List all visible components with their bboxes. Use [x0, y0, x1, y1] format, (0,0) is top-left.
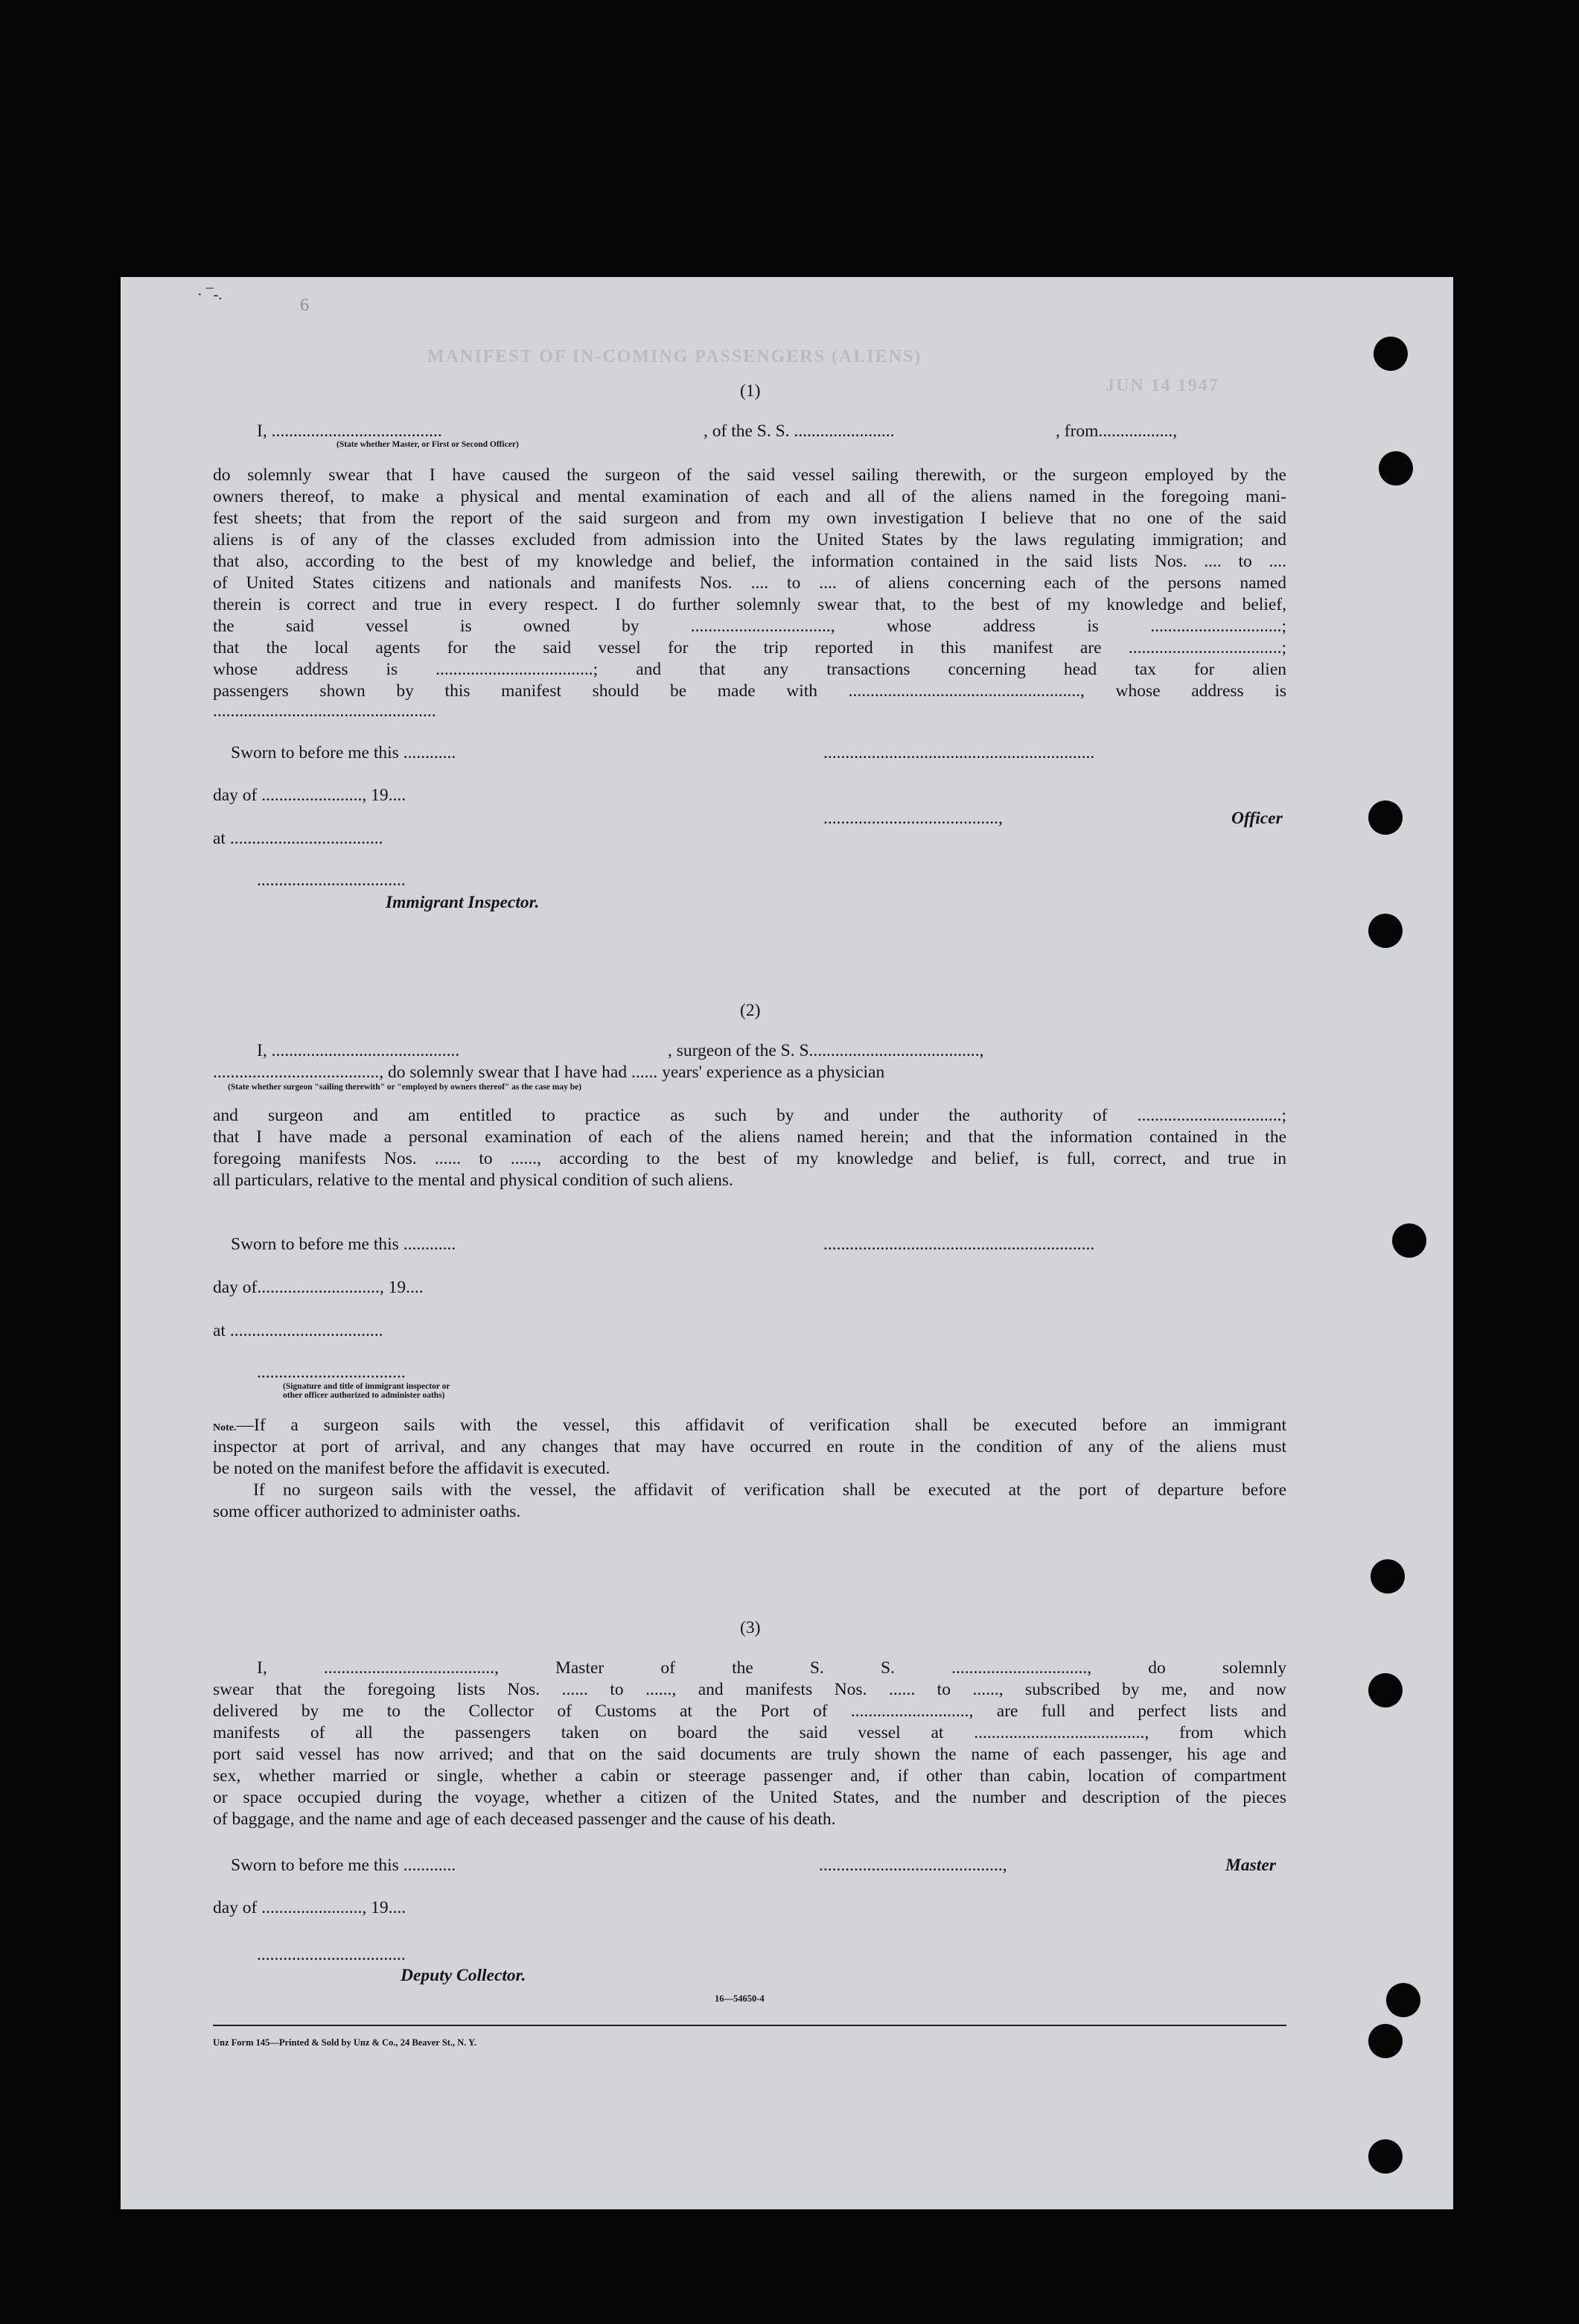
day-of-3: day of ......................., 19.... [213, 1898, 406, 1917]
signature-note-1: (Signature and title of immigrant inspector or [283, 1382, 450, 1391]
note-label: Note. [213, 1422, 237, 1433]
section-1-number: (1) [740, 381, 761, 401]
signature-note-2: other officer authorized to administer oaths) [283, 1391, 445, 1400]
binder-hole [1368, 1673, 1403, 1707]
binder-hole [1368, 2024, 1403, 2058]
faint-stamp: JUN 14 1947 [1106, 376, 1219, 395]
section-3-line: sex, whether married or single, whether a cabin or steerage passenger and, if other than cabin, location of compartment [213, 1766, 1286, 1786]
header-marks: · ¯-. [197, 287, 223, 303]
signature-line-1: .............................................................. [823, 743, 1095, 763]
section-2-vessel-blank: , surgeon of the S. S......................................., [668, 1041, 984, 1060]
collector-line: .................................. [257, 1945, 406, 1964]
section-3-line: delivered by me to the Collector of Customs at the Port of ..........................., are full and perfect lists and [213, 1701, 1286, 1721]
collector-label: Deputy Collector. [401, 1966, 526, 1985]
inspector-label: Immigrant Inspector. [386, 893, 540, 912]
note-paragraph [213, 1415, 1286, 1439]
master-line: .........................................., [819, 1856, 1007, 1875]
sworn-label-2: Sworn to before me this ............ [231, 1235, 456, 1254]
inspector-line: .................................. [257, 870, 406, 890]
section-3-line: I, ......................................., Master of the S. S. ..............................., do solemnly [257, 1658, 1286, 1678]
section-1-line: do solemnly swear that I have caused the surgeon of the said vessel sailing therewith, or the surgeon employed by the [213, 465, 1286, 485]
note-line: some officer authorized to administer oaths. [213, 1502, 521, 1521]
section-1-line: that the local agents for the said vessel for the trip reported in this manifest are ...................................; [213, 638, 1286, 658]
section-2-line: foregoing manifests Nos. ...... to ......, according to the best of my knowledge and belief, is full, correct, and true in [213, 1149, 1286, 1168]
section-2-line: and surgeon and am entitled to practice as such by and under the authority of .................................; [213, 1106, 1286, 1125]
section-1-master-blank: I, ....................................... [257, 421, 442, 441]
section-2-number: (2) [740, 1001, 761, 1020]
footer-rule [213, 2025, 1286, 2026]
officer-line: ........................................, [823, 809, 1003, 828]
note-line: If no surgeon sails with the vessel, the affidavit of verification shall be executed at the port of departure before [253, 1480, 1286, 1500]
section-3-line: manifests of all the passengers taken on board the said vessel at ......................................., from which [213, 1723, 1286, 1742]
section-3-line: of baggage, and the name and age of each deceased passenger and the cause of his death. [213, 1809, 836, 1829]
section-1-from-blank: , from................., [1056, 421, 1178, 441]
section-2-line: ......................................, do solemnly swear that I have had ...... years' experience as a physician [213, 1063, 885, 1082]
section-1-line: owners thereof, to make a physical and mental examination of each and all of the aliens named in the foregoing mani- [213, 487, 1286, 506]
section-3-line: swear that the foregoing lists Nos. ...... to ......, and manifests Nos. ...... to ......, subscribed by me, and now [213, 1680, 1286, 1699]
note-text-first: —If a surgeon sails with the vessel, this affidavit of verification shall be executed before an immigrant [236, 1416, 1286, 1435]
section-3-line: or space occupied during the voyage, whether a citizen of the United States, and the number and description of the pieces [213, 1788, 1286, 1807]
section-2-name-blank: I, ........................................... [257, 1041, 460, 1060]
note-line: inspector at port of arrival, and any changes that may have occurred en route in the condition of any of the aliens must [213, 1437, 1286, 1457]
binder-hole [1392, 1223, 1426, 1258]
section-3-number: (3) [740, 1618, 761, 1637]
section-1-line: ................................................... [213, 701, 436, 721]
faint-title: MANIFEST OF IN-COMING PASSENGERS (ALIENS) [427, 347, 922, 366]
form-code: 16—54650-4 [715, 1993, 765, 2004]
section-1-line: fest sheets; that from the report of the said surgeon and from my own investigation I believe that no one of the said [213, 509, 1286, 528]
section-3-line: port said vessel has now arrived; and that on the said documents are truly shown the name of each passenger, his age and [213, 1745, 1286, 1764]
note-line: be noted on the manifest before the affidavit is executed. [213, 1459, 610, 1478]
binder-hole [1368, 2139, 1403, 2174]
note-master-officer: (State whether Master, or First or Second Officer) [336, 440, 519, 449]
section-2-line: that I have made a personal examination of each of the aliens named herein; and that the information contained in the [213, 1127, 1286, 1147]
signature-line-2: .............................................................. [823, 1235, 1095, 1254]
section-1-line: therein is correct and true in every respect. I do further solemnly swear that, to the best of my knowledge and belief, [213, 595, 1286, 614]
day-of-1: day of ......................., 19.... [213, 786, 406, 805]
section-1-line: whose address is ....................................; and that any transactions concerning head tax for alien [213, 660, 1286, 679]
section-1-line: of United States citizens and nationals and manifests Nos. .... to .... of aliens concerning each of the persons named [213, 573, 1286, 593]
sworn-label-3: Sworn to before me this ............ [231, 1856, 456, 1875]
day-of-2: day of............................, 19.... [213, 1278, 424, 1297]
section-1-line: passengers shown by this manifest should be made with ....................................................., whose address is [213, 681, 1286, 701]
section-1-line: aliens is of any of the classes excluded from admission into the United States by the laws regulating immigration; and [213, 530, 1286, 550]
binder-hole [1368, 800, 1403, 835]
binder-hole [1379, 451, 1413, 486]
signature-dots-2: .................................. [257, 1363, 406, 1382]
master-label: Master [1225, 1856, 1276, 1875]
page-number: 6 [300, 296, 309, 315]
section-1-vessel-blank: , of the S. S. ....................... [704, 421, 895, 441]
binder-hole [1368, 914, 1403, 948]
printer-imprint: Unz Form 145—Printed & Sold by Unz & Co., 24 Beaver St., N. Y. [213, 2037, 477, 2048]
at-2: at ................................... [213, 1321, 383, 1340]
officer-label: Officer [1231, 809, 1283, 828]
note-surgeon: (State whether surgeon "sailing therewith" or "employed by owners thereof" as the case may be) [228, 1083, 582, 1092]
section-2-line: all particulars, relative to the mental and physical condition of such aliens. [213, 1171, 733, 1190]
section-1-line: the said vessel is owned by ................................, whose address is ..............................; [213, 617, 1286, 636]
binder-hole [1374, 337, 1408, 371]
at-1: at ................................... [213, 829, 383, 848]
binder-hole [1386, 1983, 1420, 2017]
binder-hole [1371, 1559, 1405, 1594]
sworn-label-1: Sworn to before me this ............ [231, 743, 456, 763]
section-1-line: that also, according to the best of my knowledge and belief, the information contained in the said lists Nos. .... to .... [213, 552, 1286, 571]
